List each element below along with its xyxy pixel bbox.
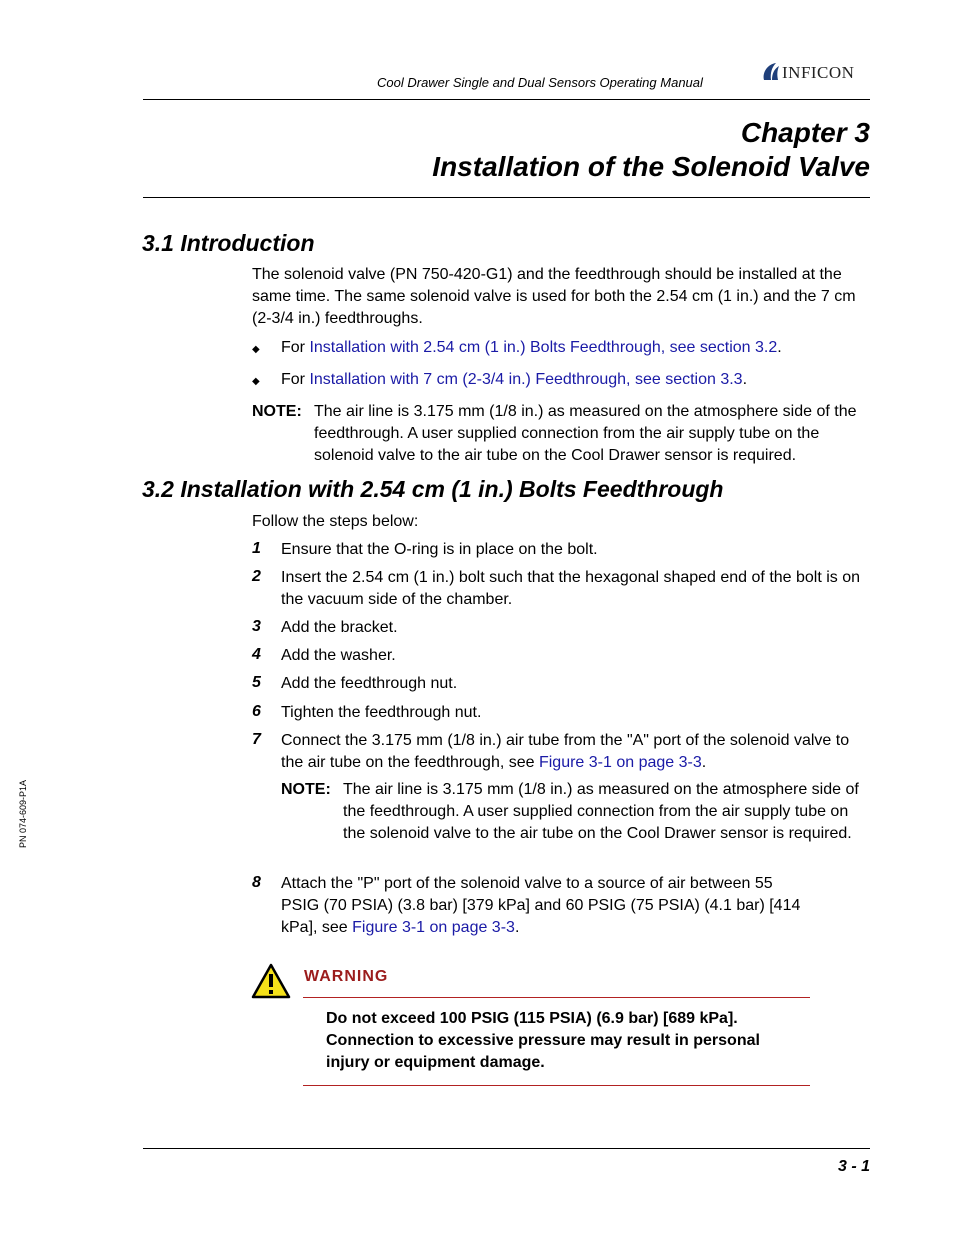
warning-top-rule [303, 997, 810, 998]
step-number: 5 [252, 674, 261, 691]
step-suffix: . [701, 754, 707, 771]
bullet-item [281, 369, 871, 391]
warning-title: WARNING [304, 968, 389, 985]
step-text: Insert the 2.54 cm (1 in.) bolt such that the hexagonal shaped end of the bolt is on the vacuum side of the chamber. [281, 569, 861, 608]
warning-icon [251, 963, 291, 999]
part-number: PN 074-609-P1A [18, 779, 28, 848]
section-3-2-link[interactable]: Installation with 2.54 cm (1 in.) Bolts Feedthrough, see section 3.2 [309, 339, 778, 356]
inficon-logo [760, 60, 872, 84]
bullet-icon: ◆ [252, 376, 260, 387]
step-text: Add the feedthrough nut. [281, 675, 458, 692]
bullet-suffix: . [742, 371, 748, 388]
steps-intro: Follow the steps below: [252, 513, 419, 530]
section-3-3-link[interactable]: Installation with 7 cm (2-3/4 in.) Feedthrough, see section 3.3 [309, 371, 743, 388]
figure-3-1-link[interactable]: Figure 3-1 on page 3-3 [352, 919, 515, 936]
bullet-suffix: . [777, 339, 782, 356]
bullet-item [281, 337, 871, 359]
step-suffix: . [514, 919, 520, 936]
logo-mark-icon [760, 60, 782, 84]
step-number: 4 [252, 646, 261, 663]
step-text: Ensure that the O-ring is in place on the bolt. [281, 541, 598, 558]
step-text: Add the bracket. [281, 619, 398, 636]
step-text [281, 873, 801, 939]
warning-body: Do not exceed 100 PSIG (115 PSIA) (6.9 bar) [689 kPa]. Connection to excessive pressure may result in personal injury or equipment damage. [326, 1010, 760, 1071]
chapter-title: Installation of the Solenoid Valve [432, 151, 870, 182]
warning-bottom-rule [303, 1085, 810, 1086]
figure-3-1-link[interactable]: Figure 3-1 on page 3-3 [538, 754, 702, 771]
header-rule [143, 99, 870, 100]
step-number: 3 [252, 618, 261, 635]
step-text-body: Attach the "P" port of the solenoid valve to a source of air between 55 PSIG (70 PSIA) (3.8 bar) [379 kPa] and 60 PSIG (75 PSIA) (4.1 bar) [414 kPa], see [281, 875, 801, 936]
note-text: The air line is 3.175 mm (1/8 in.) as measured on the atmosphere side of the feedthrough. A user supplied connection from the air supply tube on the solenoid valve to the air tube on the Cool Drawer sensor is required. [343, 781, 859, 842]
logo-text: INFICON [782, 63, 855, 82]
note-label: NOTE: [252, 403, 302, 420]
chapter-number: Chapter 3 [740, 117, 870, 148]
step-number: 2 [252, 568, 261, 585]
step-text [281, 730, 871, 774]
footer-rule [143, 1148, 870, 1149]
page-number: 3 - 1 [837, 1158, 870, 1175]
note-text: The air line is 3.175 mm (1/8 in.) as measured on the atmosphere side of the feedthrough. A user supplied connection from the air supply tube on the solenoid valve to the air tube on the Cool Drawer sensor is required. [314, 403, 857, 464]
bullet-icon: ◆ [252, 344, 260, 355]
step-number: 6 [252, 703, 261, 720]
bullet-prefix: For [281, 339, 310, 356]
bullet-prefix: For [281, 371, 310, 388]
step-number: 7 [252, 731, 261, 748]
step-text: Add the washer. [281, 647, 396, 664]
note-label: NOTE: [281, 781, 331, 798]
running-header: Cool Drawer Single and Dual Sensors Operating Manual [377, 75, 703, 90]
section-heading-3-2: 3.2 Installation with 2.54 cm (1 in.) Bolts Feedthrough [142, 476, 724, 502]
step-text: Tighten the feedthrough nut. [281, 704, 482, 721]
chapter-rule [143, 197, 870, 198]
step-text-body: Connect the 3.175 mm (1/8 in.) air tube from the "A" port of the solenoid valve to the air tube on the feedthrough, see [281, 732, 850, 771]
section-heading-3-1: 3.1 Introduction [142, 230, 315, 256]
intro-paragraph: The solenoid valve (PN 750-420-G1) and the feedthrough should be installed at the same time. The same solenoid valve is used for both the 2.54 cm (1 in.) and the 7 cm (2-3/4 in.) feedthroughs. [252, 266, 856, 327]
step-number: 1 [252, 540, 261, 557]
step-number: 8 [252, 874, 261, 891]
